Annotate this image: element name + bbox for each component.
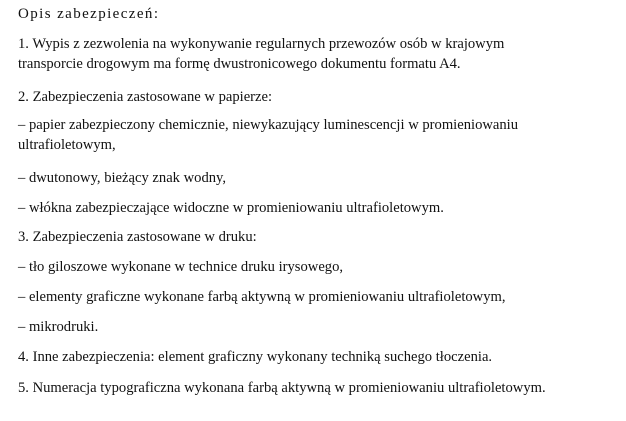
paragraph-5: 5. Numeracja typograficzna wykonana farbą aktywną w promieniowaniu ultrafioletowym. xyxy=(18,380,546,396)
paragraph-2-heading: 2. Zabezpieczenia zastosowane w papierze: xyxy=(18,89,273,105)
list-item-paper-chemical-line-2: ultrafioletowym, xyxy=(18,137,116,153)
paragraph-3-heading: 3. Zabezpieczenia zastosowane w druku: xyxy=(18,229,257,245)
paragraph-1-line-2: transporcie drogowym ma formę dwustronicowego dokumentu formatu A4. xyxy=(18,56,461,72)
list-item-microprint: – mikrodruki. xyxy=(18,319,99,335)
paragraph-1-line-1: 1. Wypis z zezwolenia na wykonywanie regularnych przewozów osób w krajowym xyxy=(18,36,505,52)
list-item-watermark: – dwutonowy, bieżący znak wodny, xyxy=(18,170,227,186)
document-heading: Opis zabezpieczeń: xyxy=(18,6,160,22)
list-item-uv-graphics: – elementy graficzne wykonane farbą aktywną w promieniowaniu ultrafioletowym, xyxy=(18,289,506,305)
list-item-guilloche: – tło giloszowe wykonane w technice druku irysowego, xyxy=(18,259,344,275)
list-item-fibers: – włókna zabezpieczające widoczne w promieniowaniu ultrafioletowym. xyxy=(18,200,444,216)
paragraph-4: 4. Inne zabezpieczenia: element graficzny wykonany techniką suchego tłoczenia. xyxy=(18,349,493,365)
list-item-paper-chemical-line-1: – papier zabezpieczony chemicznie, niewykazujący luminescencji w promieniowaniu xyxy=(18,117,519,133)
